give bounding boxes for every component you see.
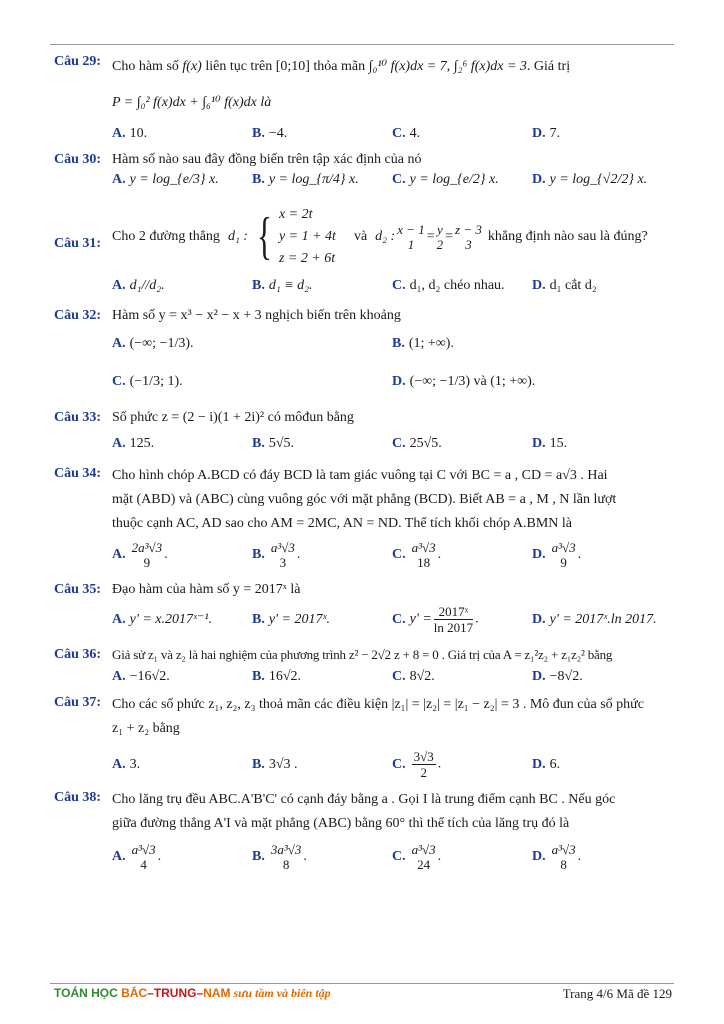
option-c[interactable]: C. a³√3 24 .	[392, 842, 442, 872]
options-row	[112, 749, 672, 780]
q29-expression: P = ∫₀² f(x)dx + ∫₆¹⁰ f(x)dx là	[112, 95, 272, 110]
option-b[interactable]: B. a³√3 3 .	[252, 540, 301, 570]
options-row	[112, 124, 672, 144]
option-letter: B.	[252, 436, 265, 451]
option-c[interactable]: C. y' = $\frac{\text{2017ˣ}}{\ln 2017}$ .	[392, 604, 479, 635]
fraction: a³√3 8	[551, 842, 576, 872]
option-d[interactable]	[392, 372, 672, 392]
option-b[interactable]	[252, 276, 392, 296]
brand-text: NAM	[203, 986, 231, 1000]
system-line: y = 1 + 4t	[278, 229, 336, 244]
option-a[interactable]: A. a³√3 4 .	[112, 842, 162, 872]
option-letter: B.	[252, 611, 265, 627]
q30-text: Hàm số nào sau đây đồng biến trên tập xác định của nó	[112, 152, 422, 167]
q33-text: Số phức z = (2 − i)(1 + 2i)² có môđun bằng	[112, 410, 354, 425]
option-letter: D.	[532, 849, 546, 865]
question-34	[54, 464, 672, 570]
question-label: Câu 35:	[54, 582, 102, 597]
option-d[interactable]	[532, 610, 672, 630]
option-letter: A.	[112, 436, 126, 451]
q31-d2-name: d₂ :	[375, 229, 396, 244]
q31-system	[252, 204, 336, 270]
question-label: Câu 37:	[54, 695, 102, 710]
fraction: z − 3 3	[455, 222, 482, 252]
option-letter: C.	[392, 436, 406, 451]
option-text: 8√2.	[409, 669, 435, 684]
fraction: x − 1 1	[397, 222, 425, 252]
q37-line: z₁ + z₂ bằng	[112, 721, 180, 736]
option-text: (−∞; −1/3).	[129, 336, 194, 351]
options-row	[112, 604, 672, 635]
option-c[interactable]	[112, 372, 392, 392]
option-letter: A.	[112, 336, 126, 351]
option-c[interactable]: C. $\frac{3√3}{2}$ .	[392, 749, 442, 780]
option-letter: C.	[392, 547, 406, 563]
q29-func: f(x)	[182, 59, 202, 74]
fraction: a³√3 24	[411, 842, 436, 872]
option-letter: C.	[112, 374, 126, 389]
option-c[interactable]	[392, 170, 532, 190]
q29-integral-1: ∫₀¹⁰ f(x)dx = 7	[368, 59, 447, 74]
option-letter: D.	[532, 126, 546, 141]
option-c[interactable]	[392, 276, 532, 296]
system-line: x = 2t	[278, 207, 313, 222]
q38-line: giữa đường thẳng A'I và mặt phẳng (ABC) bằng 60° thì thể tích của lăng trụ đó là	[112, 816, 570, 831]
option-text: 3.	[129, 756, 141, 772]
option-text: −16√2.	[129, 669, 170, 684]
option-d[interactable]	[532, 434, 672, 454]
option-a[interactable]	[112, 124, 252, 144]
option-letter: B.	[252, 547, 265, 563]
option-text: y' = 2017ˣ.	[268, 611, 330, 627]
option-letter: D.	[532, 669, 546, 684]
option-c[interactable]	[392, 434, 532, 454]
option-b[interactable]	[252, 170, 392, 190]
option-letter: A.	[112, 172, 126, 187]
q34-line: mặt (ABD) và (ABC) cùng vuông góc với mặt phẳng (BCD). Biết AB = a , M , N lần lượt	[112, 492, 617, 507]
question-35	[54, 580, 672, 635]
option-text: y = log_{π/4} x.	[268, 172, 359, 187]
option-text: 5√5.	[268, 436, 295, 451]
q31-and: và	[353, 229, 368, 244]
q29-mid: liên tục trên	[205, 59, 273, 74]
options-row	[112, 540, 672, 570]
q31-prefix: Cho 2 đường thẳng	[112, 229, 220, 244]
q36-text: Giả sử z₁ và z₂ là hai nghiệm của phương trình z² − 2√2 z + 8 = 0 . Giá trị của A = z₁²z₂ + z₁z₂² bằng	[112, 647, 613, 662]
footer-brand	[54, 986, 331, 1002]
option-b[interactable]	[392, 334, 672, 354]
option-letter: A.	[112, 278, 126, 293]
option-text: 3√3 .	[268, 756, 298, 772]
fraction: a³√3 18	[411, 540, 436, 570]
q29-interval: [0;10]	[275, 59, 310, 74]
q31-d1-name: d₁ :	[227, 229, 248, 244]
options-row	[112, 434, 672, 454]
option-text: 15.	[549, 436, 568, 451]
option-letter: A.	[112, 547, 126, 563]
option-letter: B.	[252, 669, 265, 684]
q29-suffix: . Giá trị	[526, 59, 571, 74]
exam-page	[54, 52, 672, 872]
option-text: 25√5.	[409, 436, 442, 451]
option-text: y = log_{√2/2} x.	[549, 172, 648, 187]
options-row	[112, 334, 672, 354]
option-text: (−1/3; 1).	[129, 374, 183, 389]
option-letter: B.	[392, 336, 405, 351]
question-38	[54, 788, 672, 872]
option-text: 10.	[129, 126, 148, 141]
option-b[interactable]: B. 3a³√3 8 .	[252, 842, 307, 872]
option-letter: B.	[252, 126, 265, 141]
footer	[54, 986, 672, 1002]
options-row	[112, 842, 672, 872]
option-letter: A.	[112, 756, 126, 772]
question-30	[54, 150, 672, 190]
option-text: 16√2.	[268, 669, 302, 684]
options-row	[112, 372, 672, 392]
option-letter: B.	[252, 278, 265, 293]
option-letter: C.	[392, 669, 406, 684]
option-b[interactable]	[252, 434, 392, 454]
fraction: $\frac{\text{2017ˣ}}{\ln 2017}$	[433, 604, 474, 635]
q34-line: Cho hình chóp A.BCD có đáy BCD là tam giác vuông tại C với BC = a , CD = a√3 . Hai	[112, 468, 608, 483]
option-d[interactable]	[532, 170, 672, 190]
question-31: Câu 31: Cho 2 đường thẳng d₁ : { x = 2t y = 1 + 4t z = 2 + 6t và d₂ : x − 1 1 = y 2 = z − 3 3 khẳng định nào sau là đúng? A. d₁//d₂. B. d₁ ≡ d₂. C. d₁, d₂ chéo nhau. D. d₁ cắt d₂	[54, 204, 672, 296]
option-letter: D.	[532, 172, 546, 187]
question-32	[54, 306, 672, 392]
brand-text: sưu tầm và biên tập	[230, 986, 331, 1000]
option-a[interactable]	[112, 610, 252, 630]
fraction: a³√3 3	[270, 540, 295, 570]
q29-integral-2: ∫₂⁶ f(x)dx = 3	[453, 59, 527, 74]
option-text: y' = x.2017ˣ⁻¹.	[129, 611, 213, 627]
q29-cond: thỏa mãn	[313, 59, 366, 74]
question-29: Câu 29: Cho hàm số f(x) liên tục trên [0;10] thỏa mãn ∫₀¹⁰ f(x)dx = 7, ∫₂⁶ f(x)dx = 3. Giá trị P = ∫₀² f(x)dx + ∫₆¹⁰ f(x)dx là A. 10. B. −4. C. 4. D. 7.	[54, 52, 672, 144]
option-b[interactable]	[252, 667, 392, 687]
option-letter: D.	[532, 756, 546, 772]
question-label: Câu 34:	[54, 466, 102, 481]
option-text: 4.	[409, 126, 421, 141]
option-letter: D.	[532, 547, 546, 563]
footer-rule	[50, 983, 674, 984]
option-b[interactable]	[252, 124, 392, 144]
option-letter: A.	[112, 126, 126, 141]
top-rule	[50, 44, 674, 45]
option-letter: C.	[392, 611, 406, 627]
q38-line: Cho lăng trụ đều ABC.A'B'C' có cạnh đáy bằng a . Gọi I là trung điểm cạnh BC . Nếu góc	[112, 792, 616, 807]
q29-prefix: Cho hàm số	[112, 59, 179, 74]
fraction: a³√3 4	[131, 842, 156, 872]
options-row	[112, 170, 672, 190]
option-text: y = log_{e/2} x.	[409, 172, 499, 187]
fraction: $\frac{3√3}{2}$	[413, 749, 434, 780]
options-row	[112, 276, 672, 296]
brand-text: BẮC	[121, 986, 148, 1000]
question-label: Câu 32:	[54, 308, 102, 323]
option-text: 125.	[129, 436, 155, 451]
option-a[interactable]	[112, 434, 252, 454]
brand-text: TOÁN HỌC	[54, 986, 122, 1000]
q32-text: Hàm số y = x³ − x² − x + 3 nghịch biến trên khoảng	[112, 308, 401, 323]
option-c[interactable]	[392, 124, 532, 144]
system-line: z = 2 + 6t	[278, 251, 336, 266]
brace-glyph: {	[256, 208, 272, 265]
question-36	[54, 645, 672, 687]
option-a[interactable]	[112, 276, 252, 296]
fraction: y 2	[436, 222, 444, 252]
option-letter: D.	[532, 611, 546, 627]
option-text: d₁ ≡ d₂.	[268, 278, 313, 293]
option-letter: A.	[112, 669, 126, 684]
fraction: 3a³√3 8	[270, 842, 302, 872]
q31-suffix: khẳng định nào sau là đúng?	[487, 229, 648, 244]
option-letter: C.	[392, 756, 406, 772]
option-c[interactable]: C. a³√3 18 .	[392, 540, 442, 570]
option-letter: D.	[532, 278, 546, 293]
option-b[interactable]	[252, 753, 392, 777]
option-text: 6.	[549, 756, 561, 772]
option-letter: A.	[112, 849, 126, 865]
question-33	[54, 408, 672, 454]
option-letter: B.	[252, 172, 265, 187]
option-text: (−∞; −1/3) và (1; +∞).	[409, 374, 536, 389]
option-d[interactable]	[532, 276, 672, 296]
option-letter: C.	[392, 172, 406, 187]
question-37	[54, 693, 672, 780]
option-text: y' =	[409, 611, 432, 627]
option-letter: C.	[392, 126, 406, 141]
option-text: d₁, d₂ chéo nhau.	[409, 278, 505, 293]
option-c[interactable]	[392, 667, 532, 687]
option-a[interactable]	[112, 753, 252, 777]
option-text: d₁//d₂.	[129, 278, 165, 293]
question-label: Câu 36:	[54, 647, 102, 662]
option-letter: A.	[112, 611, 126, 627]
option-text: −8√2.	[549, 669, 583, 684]
option-letter: C.	[392, 278, 406, 293]
option-d[interactable]	[532, 667, 672, 687]
option-letter: D.	[392, 374, 406, 389]
option-a[interactable]: A. 2a³√3 9 .	[112, 540, 168, 570]
fraction: 2a³√3 9	[131, 540, 163, 570]
option-letter: B.	[252, 849, 265, 865]
question-label: Câu 30:	[54, 152, 102, 167]
option-a[interactable]	[112, 334, 392, 354]
option-d[interactable]	[532, 124, 672, 144]
option-text: y = log_{e/3} x.	[129, 172, 219, 187]
option-b[interactable]	[252, 610, 392, 630]
q37-line: Cho các số phức z₁, z₂, z₃ thoả mãn các điều kiện |z₁| = |z₂| = |z₁ − z₂| = 3 . Mô đun của số phức	[112, 697, 644, 712]
question-label: Câu 31:	[54, 236, 102, 251]
option-text: 7.	[549, 126, 561, 141]
q34-line: thuộc cạnh AC, AD sao cho AM = 2MC, AN = ND. Thể tích khối chóp A.BMN là	[112, 516, 573, 531]
option-text: −4.	[268, 126, 288, 141]
option-text: y' = 2017ˣ.ln 2017.	[549, 611, 657, 627]
option-d[interactable]	[532, 753, 672, 777]
question-label: Câu 33:	[54, 410, 102, 425]
page-number: Trang 4/6 Mã đề 129	[562, 986, 672, 1001]
options-row	[112, 667, 672, 687]
option-letter: C.	[392, 849, 406, 865]
option-d[interactable]: D. a³√3 8 .	[532, 842, 582, 872]
fraction: a³√3 9	[551, 540, 576, 570]
question-label: Câu 29:	[54, 54, 102, 69]
question-label: Câu 38:	[54, 790, 102, 805]
option-letter: B.	[252, 756, 265, 772]
option-letter: D.	[532, 436, 546, 451]
q35-text: Đạo hàm của hàm số y = 2017ˣ là	[112, 582, 301, 597]
option-d[interactable]: D. a³√3 9 .	[532, 540, 582, 570]
option-text: d₁ cắt d₂	[549, 278, 597, 293]
brand-text: –TRUNG–	[147, 986, 204, 1000]
option-text: (1; +∞).	[408, 336, 454, 351]
option-a[interactable]	[112, 667, 252, 687]
option-a[interactable]	[112, 170, 252, 190]
